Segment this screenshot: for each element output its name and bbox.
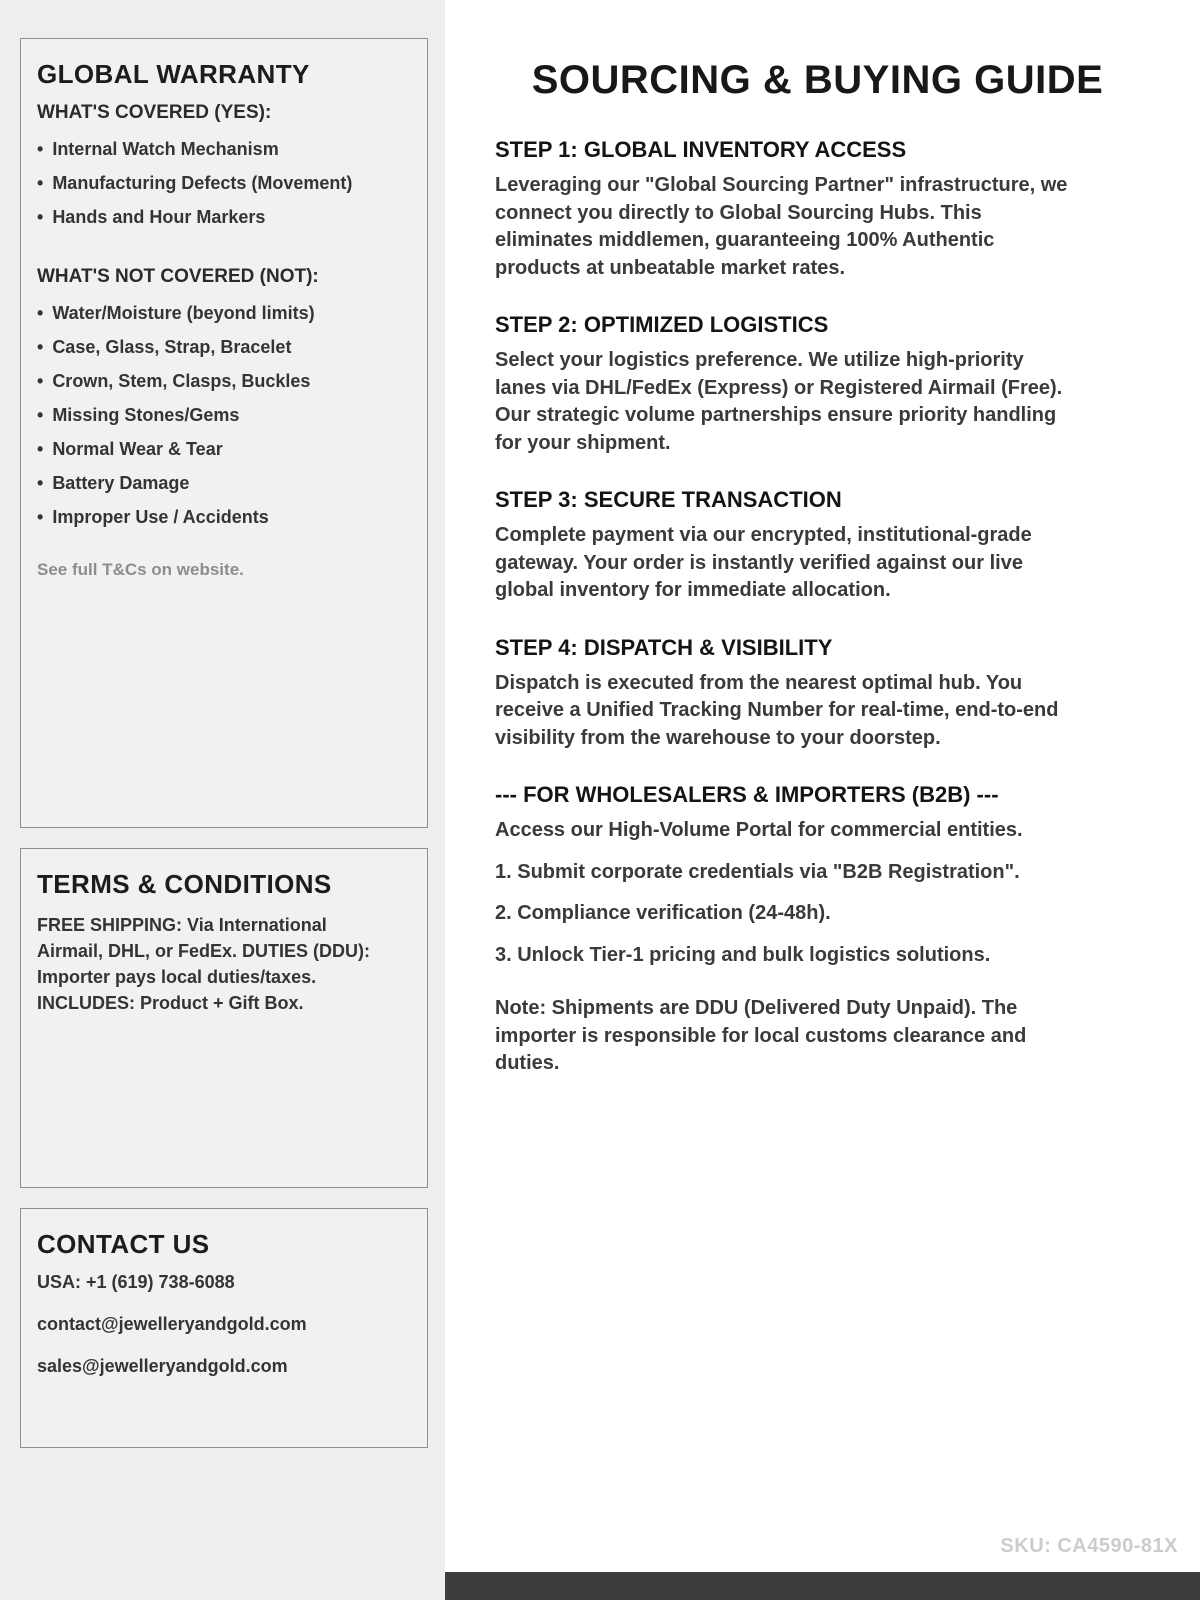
step-2-heading: STEP 2: OPTIMIZED LOGISTICS <box>495 312 829 337</box>
b2b-heading: --- FOR WHOLESALERS & IMPORTERS (B2B) --- <box>495 782 999 807</box>
list-item: • Internal Watch Mechanism <box>37 132 411 166</box>
terms-body: FREE SHIPPING: Via International Airmail, DHL, or FedEx. DUTIES (DDU): Importer pays local duties/taxes. INCLUDES: Product + Gift Box. <box>37 915 371 1013</box>
terms-title: TERMS & CONDITIONS <box>37 869 332 899</box>
b2b-item: 2. Compliance verification (24-48h). <box>495 902 831 924</box>
b2b-note: Note: Shipments are DDU (Delivered Duty Unpaid). The importer is responsible for local customs clearance and duties. <box>495 997 1027 1074</box>
contact-email-primary: contact@jewelleryandgold.com <box>37 1314 307 1334</box>
list-item: • Crown, Stem, Clasps, Buckles <box>37 364 411 398</box>
list-item: • Normal Wear & Tear <box>37 432 411 466</box>
main-content <box>445 0 1200 1600</box>
b2b-item: 1. Submit corporate credentials via "B2B Registration". <box>495 860 1020 883</box>
list-item: • Missing Stones/Gems <box>37 398 411 432</box>
list-item: • Case, Glass, Strap, Bracelet <box>37 330 411 364</box>
b2b-item: 3. Unlock Tier-1 pricing and bulk logistics solutions. <box>495 943 991 966</box>
contact-email-sales: sales@jewelleryandgold.com <box>37 1356 288 1376</box>
step-1-body: Leveraging our "Global Sourcing Partner" infrastructure, we connect you directly to Global Sourcing Hubs. This eliminates middlemen, guaranteeing 100% Authentic products at unbeatable market rates. <box>495 174 1068 279</box>
step-3-section <box>495 487 1140 605</box>
warranty-box <box>20 38 428 828</box>
b2b-intro: Access our High-Volume Portal for commercial entities. <box>495 819 1023 841</box>
b2b-section <box>495 782 1140 1078</box>
step-3-body: Complete payment via our encrypted, institutional-grade gateway. Your order is instantly verified against our live global inventory for immediate allocation. <box>495 524 1032 601</box>
not-covered-title: WHAT'S NOT COVERED (NOT): <box>37 266 319 287</box>
step-2-section <box>495 312 1140 457</box>
step-4-heading: STEP 4: DISPATCH & VISIBILITY <box>495 634 833 660</box>
terms-box <box>20 848 428 1188</box>
step-3-heading: STEP 3: SECURE TRANSACTION <box>495 487 842 512</box>
covered-list <box>37 132 411 234</box>
step-1-section <box>495 137 1140 282</box>
warranty-footnote: See full T&Cs on website. <box>37 560 244 579</box>
contact-title: CONTACT US <box>37 1229 210 1259</box>
list-item: • Improper Use / Accidents <box>37 500 411 534</box>
contact-box <box>20 1208 428 1448</box>
list-item: • Battery Damage <box>37 466 411 500</box>
warranty-title: GLOBAL WARRANTY <box>37 59 310 89</box>
step-1-heading: STEP 1: GLOBAL INVENTORY ACCESS <box>495 137 907 162</box>
page-title: SOURCING & BUYING GUIDE <box>531 58 1104 102</box>
step-2-body: Select your logistics preference. We utilize high-priority lanes via DHL/FedEx (Express) or Registered Airmail (Free). Our strategic volume partnerships ensure priority handling for your shipment. <box>495 349 1063 454</box>
list-item: • Manufacturing Defects (Movement) <box>37 166 411 200</box>
footer-bar <box>445 1572 1200 1600</box>
list-item: • Water/Moisture (beyond limits) <box>37 296 411 330</box>
contact-phone: USA: +1 (619) 738-6088 <box>37 1272 235 1292</box>
step-4-section <box>495 635 1140 753</box>
step-4-body: Dispatch is executed from the nearest optimal hub. You receive a Unified Tracking Number for real-time, end-to-end visibility from the warehouse to your doorstep. <box>495 671 1059 749</box>
sidebar <box>0 0 445 1600</box>
sku-label: SKU: CA4590-81X <box>1000 1535 1178 1557</box>
not-covered-list <box>37 296 411 534</box>
list-item: • Hands and Hour Markers <box>37 200 411 234</box>
covered-title: WHAT'S COVERED (YES): <box>37 102 272 123</box>
